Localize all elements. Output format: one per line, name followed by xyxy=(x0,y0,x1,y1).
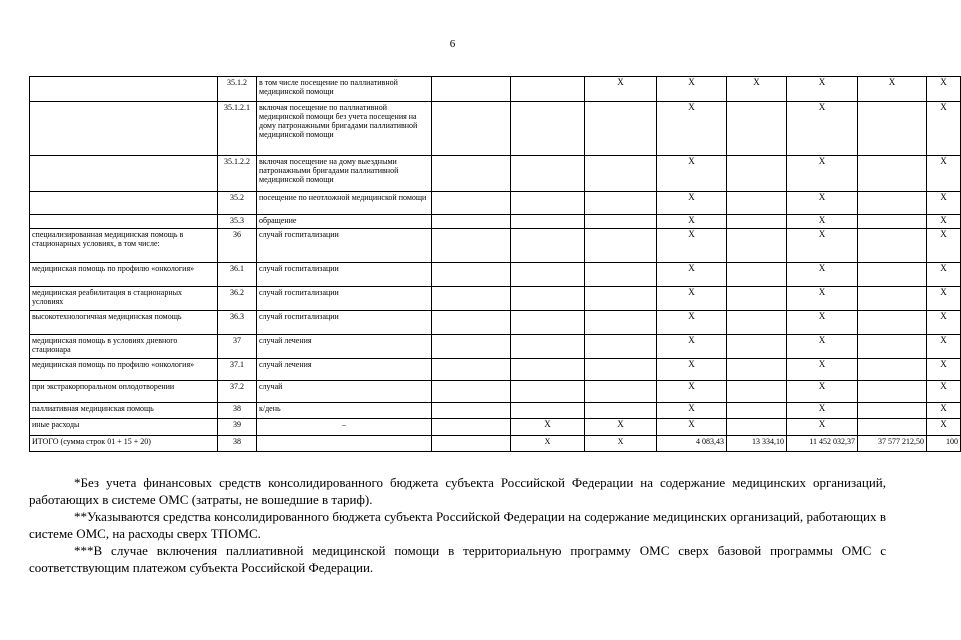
value-cell-c4 xyxy=(432,215,511,229)
table-row xyxy=(30,381,961,403)
value-cell-c10 xyxy=(858,215,927,229)
value-cell-c4 xyxy=(432,419,511,436)
footnotes xyxy=(29,474,886,576)
value-cell-c9: Х xyxy=(787,156,858,192)
value-cell-c8 xyxy=(727,229,787,263)
row-unit-cell: посещение по неотложной медицинской помощи xyxy=(257,192,432,215)
table-row xyxy=(30,403,961,419)
value-cell-c8 xyxy=(727,215,787,229)
row-unit-cell: случай xyxy=(257,381,432,403)
value-cell-c11: Х xyxy=(927,311,961,335)
total-row xyxy=(30,436,961,452)
value-cell-c7: Х xyxy=(657,192,727,215)
value-cell-c7: Х xyxy=(657,311,727,335)
row-code-cell: 35.1.2.1 xyxy=(218,102,257,156)
value-cell-c4 xyxy=(432,335,511,359)
value-cell-c5 xyxy=(511,287,585,311)
value-cell-c8 xyxy=(727,192,787,215)
value-cell-c5 xyxy=(511,403,585,419)
value-cell-c6 xyxy=(585,335,657,359)
value-cell-c9: Х xyxy=(787,311,858,335)
value-cell-c5 xyxy=(511,381,585,403)
value-cell-c5 xyxy=(511,192,585,215)
value-cell-c8 xyxy=(727,419,787,436)
value-cell-c11: Х xyxy=(927,229,961,263)
row-code-cell: 39 xyxy=(218,419,257,436)
table-row xyxy=(30,102,961,156)
value-cell-c7: Х xyxy=(657,403,727,419)
value-cell-c5 xyxy=(511,156,585,192)
value-cell-c6 xyxy=(585,215,657,229)
row-unit-cell xyxy=(257,436,432,452)
value-cell-c11: Х xyxy=(927,192,961,215)
value-cell-c7: Х xyxy=(657,156,727,192)
value-cell-c6 xyxy=(585,156,657,192)
value-cell-c9: Х xyxy=(787,192,858,215)
value-cell-c10 xyxy=(858,335,927,359)
value-cell-c10 xyxy=(858,287,927,311)
value-cell-c8 xyxy=(727,381,787,403)
table-row xyxy=(30,419,961,436)
value-cell-c6 xyxy=(585,263,657,287)
value-cell-c6: Х xyxy=(585,77,657,102)
value-cell-c8 xyxy=(727,335,787,359)
value-cell-c6 xyxy=(585,403,657,419)
value-cell-c10 xyxy=(858,156,927,192)
footnote-1: *Без учета финансовых средств консолидированного бюджета субъекта Российской Федерации на содержание медицинских организаций, работающих в системе ОМС (затраты, не вошедшие в тариф). xyxy=(29,475,886,507)
row-name-cell xyxy=(30,215,218,229)
value-cell-c4 xyxy=(432,192,511,215)
row-name-cell: ИТОГО (сумма строк 01 + 15 + 20) xyxy=(30,436,218,452)
row-code-cell: 35.1.2.2 xyxy=(218,156,257,192)
value-cell-c8 xyxy=(727,102,787,156)
footnote-3: ***В случае включения паллиативной медицинской помощи в территориальную программу ОМС сверх базовой программы ОМС с соответствующим платежом субъекта Российской Федерации. xyxy=(29,543,886,575)
table-row xyxy=(30,359,961,381)
value-cell-c6 xyxy=(585,311,657,335)
row-unit-cell: случай лечения xyxy=(257,359,432,381)
value-cell-c10 xyxy=(858,403,927,419)
table-row xyxy=(30,229,961,263)
row-name-cell: медицинская реабилитация в стационарных условиях xyxy=(30,287,218,311)
value-cell-c9: Х xyxy=(787,102,858,156)
value-cell-c11: Х xyxy=(927,403,961,419)
row-unit-cell: в том числе посещение по паллиативной медицинской помощи xyxy=(257,77,432,102)
value-cell-c4 xyxy=(432,311,511,335)
value-cell-c5 xyxy=(511,215,585,229)
page-number: 6 xyxy=(449,38,456,50)
financing-table xyxy=(29,76,961,452)
value-cell-c6 xyxy=(585,229,657,263)
row-unit-cell: обращение xyxy=(257,215,432,229)
value-cell-c5: Х xyxy=(511,419,585,436)
value-cell-c5 xyxy=(511,311,585,335)
value-cell-c7: Х xyxy=(657,359,727,381)
table-row xyxy=(30,77,961,102)
row-name-cell: специализированная медицинская помощь в стационарных условиях, в том числе: xyxy=(30,229,218,263)
value-cell-c9: 11 452 032,37 xyxy=(787,436,858,452)
value-cell-c6: Х xyxy=(585,436,657,452)
value-cell-c11: Х xyxy=(927,215,961,229)
value-cell-c4 xyxy=(432,359,511,381)
value-cell-c6: Х xyxy=(585,419,657,436)
value-cell-c9: Х xyxy=(787,287,858,311)
table-row xyxy=(30,287,961,311)
row-code-cell: 35.2 xyxy=(218,192,257,215)
value-cell-c7: Х xyxy=(657,77,727,102)
value-cell-c9: Х xyxy=(787,359,858,381)
table-body xyxy=(30,77,961,452)
row-code-cell: 36.3 xyxy=(218,311,257,335)
row-name-cell xyxy=(30,77,218,102)
value-cell-c4 xyxy=(432,229,511,263)
value-cell-c9: Х xyxy=(787,215,858,229)
row-name-cell: медицинская помощь по профилю «онкология» xyxy=(30,263,218,287)
value-cell-c11: Х xyxy=(927,156,961,192)
value-cell-c8 xyxy=(727,403,787,419)
table-row xyxy=(30,156,961,192)
value-cell-c10 xyxy=(858,102,927,156)
value-cell-c9: Х xyxy=(787,335,858,359)
value-cell-c9: Х xyxy=(787,381,858,403)
row-code-cell: 38 xyxy=(218,436,257,452)
table-row xyxy=(30,192,961,215)
value-cell-c8 xyxy=(727,263,787,287)
value-cell-c5 xyxy=(511,229,585,263)
value-cell-c10: 37 577 212,50 xyxy=(858,436,927,452)
row-name-cell xyxy=(30,102,218,156)
row-name-cell: высокотехнологичная медицинская помощь xyxy=(30,311,218,335)
footnote-2: **Указываются средства консолидированного бюджета субъекта Российской Федерации на содержание медицинских организаций, работающих в системе ОМС, на расходы сверх ТПОМС. xyxy=(29,509,886,541)
value-cell-c7: 4 083,43 xyxy=(657,436,727,452)
row-code-cell: 37 xyxy=(218,335,257,359)
value-cell-c11: Х xyxy=(927,359,961,381)
value-cell-c7: Х xyxy=(657,215,727,229)
value-cell-c8: 13 334,10 xyxy=(727,436,787,452)
value-cell-c10 xyxy=(858,229,927,263)
value-cell-c7: Х xyxy=(657,229,727,263)
value-cell-c10 xyxy=(858,381,927,403)
value-cell-c4 xyxy=(432,381,511,403)
value-cell-c11: Х xyxy=(927,287,961,311)
value-cell-c5 xyxy=(511,335,585,359)
value-cell-c4 xyxy=(432,263,511,287)
value-cell-c7: Х xyxy=(657,381,727,403)
row-unit-cell: к/день xyxy=(257,403,432,419)
row-name-cell xyxy=(30,156,218,192)
value-cell-c11: 100 xyxy=(927,436,961,452)
value-cell-c11: Х xyxy=(927,419,961,436)
row-code-cell: 37.2 xyxy=(218,381,257,403)
value-cell-c4 xyxy=(432,403,511,419)
row-unit-cell: случай госпитализации xyxy=(257,229,432,263)
value-cell-c4 xyxy=(432,156,511,192)
value-cell-c11: Х xyxy=(927,102,961,156)
value-cell-c5 xyxy=(511,359,585,381)
value-cell-c7: Х xyxy=(657,335,727,359)
value-cell-c11: Х xyxy=(927,77,961,102)
table-row xyxy=(30,335,961,359)
row-name-cell: при экстракорпоральном оплодотворении xyxy=(30,381,218,403)
value-cell-c9: Х xyxy=(787,77,858,102)
value-cell-c6 xyxy=(585,381,657,403)
value-cell-c10 xyxy=(858,263,927,287)
row-code-cell: 36.1 xyxy=(218,263,257,287)
value-cell-c8 xyxy=(727,287,787,311)
value-cell-c10: Х xyxy=(858,77,927,102)
table-row xyxy=(30,311,961,335)
value-cell-c5 xyxy=(511,102,585,156)
value-cell-c9: Х xyxy=(787,229,858,263)
row-code-cell: 37.1 xyxy=(218,359,257,381)
row-code-cell: 35.1.2 xyxy=(218,77,257,102)
value-cell-c4 xyxy=(432,77,511,102)
row-unit-cell: случай лечения xyxy=(257,335,432,359)
row-name-cell: медицинская помощь по профилю «онкология» xyxy=(30,359,218,381)
value-cell-c11: Х xyxy=(927,381,961,403)
row-unit-cell: случай госпитализации xyxy=(257,311,432,335)
value-cell-c10 xyxy=(858,311,927,335)
value-cell-c9: Х xyxy=(787,263,858,287)
table-row xyxy=(30,215,961,229)
value-cell-c6 xyxy=(585,102,657,156)
value-cell-c5 xyxy=(511,263,585,287)
value-cell-c10 xyxy=(858,419,927,436)
value-cell-c4 xyxy=(432,102,511,156)
value-cell-c11: Х xyxy=(927,263,961,287)
value-cell-c10 xyxy=(858,359,927,381)
value-cell-c7: Х xyxy=(657,419,727,436)
row-unit-cell: включая посещение по паллиативной медицинской помощи без учета посещения на дому патронажными бригадами паллиативной медицинской помощи xyxy=(257,102,432,156)
row-unit-cell: включая посещение на дому выездными патронажными бригадами паллиативной медицинской помощи xyxy=(257,156,432,192)
value-cell-c6 xyxy=(585,192,657,215)
value-cell-c7: Х xyxy=(657,263,727,287)
table-row xyxy=(30,263,961,287)
value-cell-c6 xyxy=(585,359,657,381)
row-code-cell: 36 xyxy=(218,229,257,263)
value-cell-c4 xyxy=(432,436,511,452)
row-code-cell: 36.2 xyxy=(218,287,257,311)
value-cell-c11: Х xyxy=(927,335,961,359)
value-cell-c4 xyxy=(432,287,511,311)
value-cell-c8 xyxy=(727,359,787,381)
row-code-cell: 35.3 xyxy=(218,215,257,229)
row-name-cell: паллиативная медицинская помощь xyxy=(30,403,218,419)
row-name-cell: иные расходы xyxy=(30,419,218,436)
row-name-cell: медицинская помощь в условиях дневного стационара xyxy=(30,335,218,359)
value-cell-c9: Х xyxy=(787,403,858,419)
value-cell-c6 xyxy=(585,287,657,311)
value-cell-c8 xyxy=(727,156,787,192)
value-cell-c5: Х xyxy=(511,436,585,452)
value-cell-c5 xyxy=(511,77,585,102)
value-cell-c7: Х xyxy=(657,287,727,311)
row-unit-cell: случай госпитализации xyxy=(257,287,432,311)
value-cell-c8 xyxy=(727,311,787,335)
row-code-cell: 38 xyxy=(218,403,257,419)
row-unit-cell: случай госпитализации xyxy=(257,263,432,287)
row-name-cell xyxy=(30,192,218,215)
value-cell-c9: Х xyxy=(787,419,858,436)
value-cell-c7: Х xyxy=(657,102,727,156)
value-cell-c8: Х xyxy=(727,77,787,102)
value-cell-c10 xyxy=(858,192,927,215)
row-unit-cell: – xyxy=(257,419,432,436)
